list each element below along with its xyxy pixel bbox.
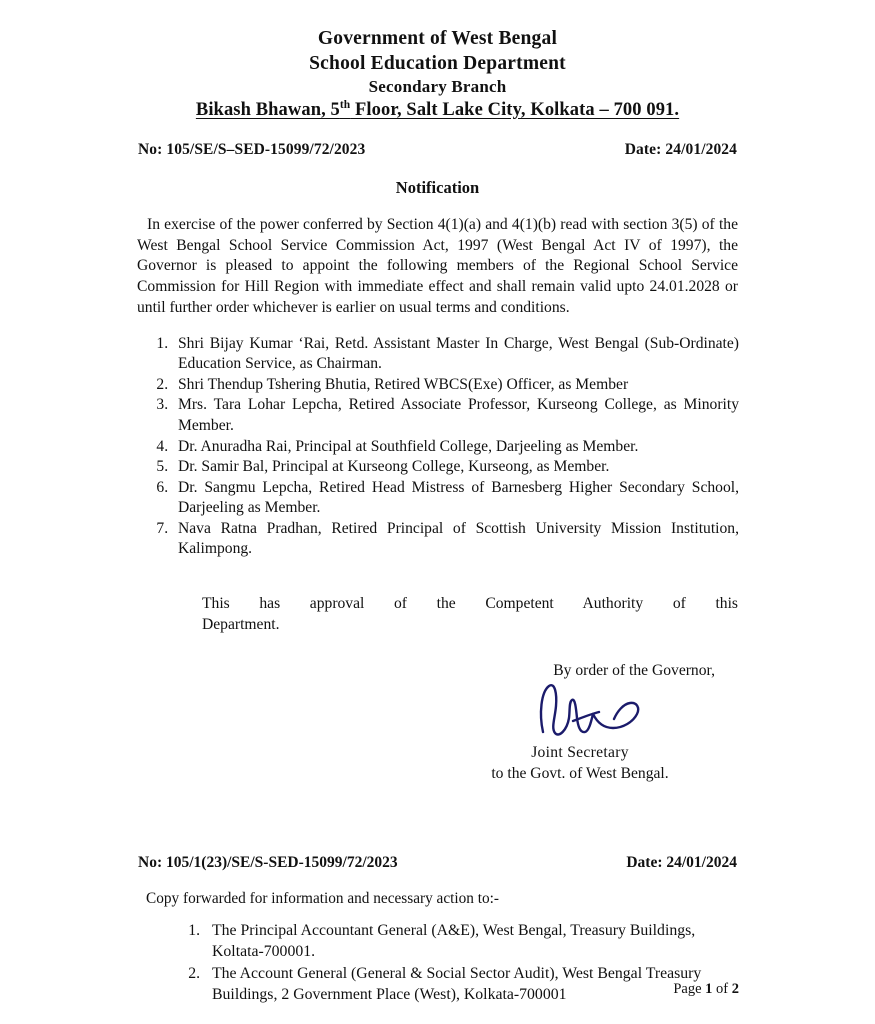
memo-date: Date: 24/01/2024 — [624, 141, 737, 158]
body-paragraph: In exercise of the power conferred by Section 4(1)(a) and 4(1)(b) read with section 3(5) of the West Bengal School Service Commission Act, 1997 (West Bengal Act IV of 1997), the Governor is pleased to appoint the following members of the Regional School Service Commission for Hill Region with immediate effect and shall remain valid upto 24.01.2028 or until further order whichever is earlier on usual terms and conditions. — [137, 216, 738, 316]
header-address — [136, 100, 739, 121]
list-item: 2. The Account General (General & Social Sector Audit), West Bengal Treasury Buildings, 2 Government Place (West), Kolkata-700001 — [204, 963, 739, 1005]
memo-number: No: 105/SE/S–SED-15099/72/2023 — [138, 141, 366, 158]
reference-row-secondary — [136, 854, 739, 872]
page-footer-middle: of — [712, 981, 732, 997]
signature-area — [136, 680, 739, 742]
header-address-pre: Bikash Bhawan, 5 — [195, 100, 340, 120]
list-item: 6. Dr. Sangmu Lepcha, Retired Head Mistress of Barnesberg Higher Secondary School, Darjeeling as Member. — [172, 478, 739, 519]
by-order-line: By order of the Governor, — [553, 661, 715, 679]
handwritten-signature — [529, 678, 654, 744]
header-branch: Secondary Branch — [368, 77, 507, 96]
header-government: Government of West Bengal — [317, 28, 558, 49]
signature-block — [436, 742, 724, 784]
copy-recipients-list — [136, 920, 739, 1006]
list-item: 5. Dr. Samir Bal, Principal at Kurseong College, Kurseong, as Member. — [172, 457, 739, 478]
list-item: 2. Shri Thendup Tshering Bhutia, Retired WBCS(Exe) Officer, as Member — [172, 375, 739, 396]
page-number-total: 2 — [731, 981, 739, 997]
document-title: Notification — [395, 178, 480, 197]
reference-row — [136, 141, 739, 159]
page-number-current: 1 — [705, 981, 713, 997]
approval-line-1: This has approval of the Competent Authority of this — [202, 595, 738, 613]
signatory-government: to the Govt. of West Bengal. — [491, 764, 669, 782]
list-item: 1. The Principal Accountant General (A&E), West Bengal, Treasury Buildings, Koltata-700001. — [204, 920, 739, 962]
header-department: School Education Department — [309, 53, 566, 74]
document-header — [136, 28, 739, 121]
header-address-ordinal: th — [339, 98, 351, 111]
page-footer — [673, 981, 739, 998]
approval-note — [202, 594, 738, 635]
list-item: 1. Shri Bijay Kumar ʻRai, Retd. Assistant Master In Charge, West Bengal (Sub-Ordinate) Education Service, as Chairman. — [172, 334, 739, 375]
signatory-designation: Joint Secretary — [531, 743, 629, 761]
approval-line-2: Department. — [202, 615, 280, 633]
members-list — [136, 334, 739, 560]
memo-number-secondary: No: 105/1(23)/SE/S-SED-15099/72/2023 — [138, 853, 398, 871]
memo-date-secondary: Date: 24/01/2024 — [626, 853, 737, 871]
list-item: 7. Nava Ratna Pradhan, Retired Principal of Scottish University Mission Institution, Kalimpong. — [172, 519, 739, 560]
list-item: 4. Dr. Anuradha Rai, Principal at Southfield College, Darjeeling as Member. — [172, 437, 739, 458]
copy-forwarded-line: Copy forwarded for information and necessary action to:- — [146, 889, 499, 907]
list-item: 3. Mrs. Tara Lohar Lepcha, Retired Associate Professor, Kurseong College, as Minority Member. — [172, 395, 739, 436]
page-footer-prefix: Page — [673, 981, 706, 997]
header-address-post: Floor, Salt Lake City, Kolkata – 700 091. — [350, 100, 680, 120]
